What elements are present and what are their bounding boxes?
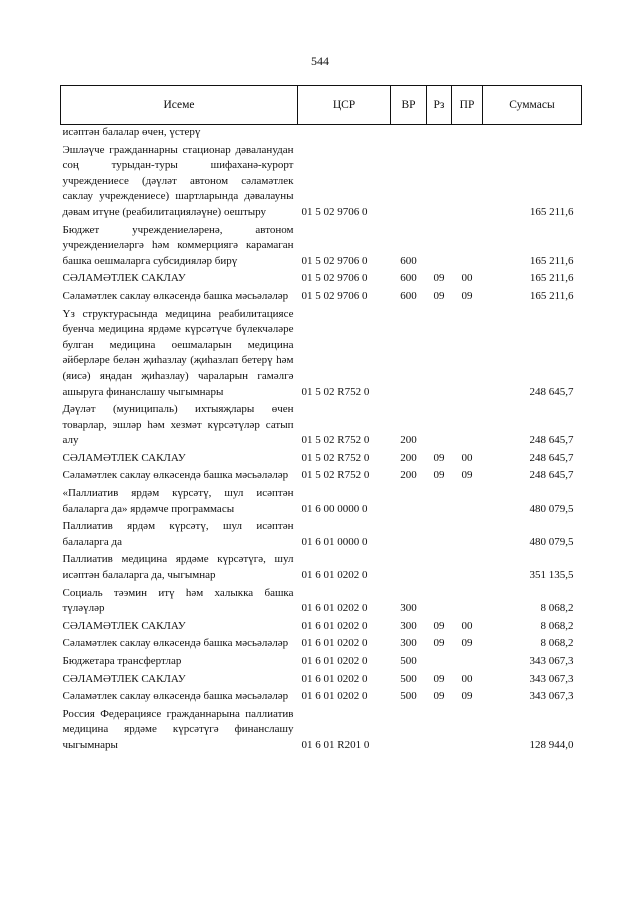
cell-sum: 480 079,5	[529, 502, 574, 515]
cell-name: Социаль тәэмин итү һәм халыкка башка түләүләр	[62, 586, 294, 615]
cell-rz: 09	[433, 637, 445, 650]
cell-name: Россия Федерациясе гражданнарына паллиатив медицина ярдәме күрсәтүгә финанслашу чыгымнары	[62, 707, 294, 751]
cell-vr: 500	[400, 672, 417, 685]
cell-csr: 01 6 01 0202 0	[301, 690, 368, 703]
table-row	[61, 450, 582, 468]
cell-csr: 01 6 01 0202 0	[301, 602, 368, 615]
cell-csr: 01 6 01 0202 0	[301, 655, 368, 667]
cell-pr	[452, 306, 483, 402]
table-row	[61, 270, 582, 288]
table-row	[61, 467, 582, 485]
cell-sum: 165 211,6	[529, 289, 574, 302]
cell-pr: 00	[461, 619, 473, 632]
cell-vr	[391, 125, 427, 142]
cell-vr	[391, 518, 427, 551]
cell-sum: 165 211,6	[529, 254, 574, 267]
table-row	[61, 706, 582, 755]
table-row	[61, 551, 582, 584]
cell-sum: 165 211,6	[529, 272, 574, 285]
cell-vr: 600	[400, 289, 417, 302]
cell-vr: 300	[400, 637, 417, 650]
cell-csr: 01 5 02 9706 0	[301, 289, 368, 302]
cell-name: Үз структурасында медицина реабилитациясе буенча медицина ярдәме күрсәтүче бүлекчәләре булган медицина оешмаларын медицина әйберләре белән җиһазлау (җиһазлап бетерү һәм (яисә) яңадан җиһазлау) чараларын гамәлгә ашыруга финанслашу чыгымнары	[62, 307, 294, 398]
cell-sum: 8 068,2	[540, 637, 574, 650]
cell-csr: 01 6 01 0202 0	[301, 637, 368, 650]
table-row	[61, 401, 582, 450]
header-pr: ПР	[452, 86, 483, 125]
cell-name: Сәламәтлек саклау өлкәсендә башка мәсьәләләр	[62, 469, 289, 482]
cell-sum: 248 645,7	[529, 434, 574, 447]
table-row	[61, 671, 582, 689]
cell-name: исәптән балалар өчен, үстерү	[62, 126, 201, 138]
cell-rz	[427, 401, 452, 450]
cell-pr	[452, 401, 483, 450]
table-row	[61, 635, 582, 653]
cell-pr	[452, 706, 483, 755]
cell-sum: 248 645,7	[529, 385, 574, 398]
cell-sum: 8 068,2	[540, 602, 574, 615]
table-row	[61, 618, 582, 636]
cell-name: СӘЛАМӘТЛЕК САКЛАУ	[62, 672, 186, 685]
cell-csr: 01 5 02 9706 0	[301, 272, 368, 285]
table-row	[61, 585, 582, 618]
cell-vr: 200	[400, 434, 417, 447]
cell-vr	[391, 706, 427, 755]
cell-vr: 300	[400, 602, 417, 615]
cell-name: СӘЛАМӘТЛЕК САКЛАУ	[62, 451, 186, 464]
cell-sum: 248 645,7	[529, 451, 574, 464]
cell-csr	[298, 125, 391, 142]
cell-rz	[427, 585, 452, 618]
cell-csr: 01 5 02 R752 0	[301, 434, 370, 447]
cell-pr	[452, 142, 483, 222]
cell-pr: 00	[461, 672, 473, 685]
cell-csr: 01 5 02 9706 0	[301, 254, 368, 267]
cell-pr: 00	[461, 451, 473, 464]
cell-rz: 09	[433, 272, 445, 285]
table-row	[61, 518, 582, 551]
table-header	[61, 86, 582, 125]
page-number: 544	[311, 54, 329, 68]
cell-vr: 600	[400, 272, 417, 285]
table-row	[61, 485, 582, 518]
cell-pr	[452, 585, 483, 618]
cell-csr: 01 5 02 R752 0	[301, 469, 370, 482]
cell-vr	[391, 142, 427, 222]
cell-sum: 351 135,5	[529, 569, 574, 582]
cell-csr: 01 6 00 0000 0	[301, 502, 368, 515]
cell-name: Сәламәтлек саклау өлкәсендә башка мәсьәләләр	[62, 637, 289, 650]
cell-vr: 300	[400, 619, 417, 632]
cell-rz: 09	[433, 469, 445, 482]
cell-vr	[391, 551, 427, 584]
cell-csr: 01 5 02 9706 0	[301, 205, 368, 218]
cell-name: Эшләүче гражданнарны стационар дәваланудан соң турыдан-туры шифаханә-курорт учреждениесе (дәүләт автоном сәламәтлек саклау учреждениесе) шартларында дәвалауны дәвам итүне (реабилитацияләүне) оештыру	[62, 143, 294, 218]
cell-rz	[427, 485, 452, 518]
table-row	[61, 653, 582, 671]
cell-sum: 165 211,6	[529, 205, 574, 218]
cell-rz: 09	[433, 672, 445, 685]
cell-pr: 09	[461, 690, 473, 703]
cell-rz: 09	[433, 289, 445, 302]
cell-csr: 01 6 01 0202 0	[301, 619, 368, 632]
cell-name: Паллиатив медицина ярдәме күрсәтүгә, шул исәптән балаларга да, чыгымнар	[62, 553, 294, 582]
cell-vr: 500	[400, 690, 417, 703]
cell-pr: 00	[461, 272, 473, 285]
table-row	[61, 288, 582, 306]
header-vr: ВР	[391, 86, 427, 125]
cell-name: Бюджетара трансфертлар	[62, 655, 182, 667]
header-csr: ЦСР	[298, 86, 391, 125]
cell-pr	[452, 518, 483, 551]
cell-rz	[427, 518, 452, 551]
cell-pr: 09	[461, 637, 473, 650]
cell-name: СӘЛАМӘТЛЕК САКЛАУ	[62, 619, 186, 632]
cell-csr: 01 6 01 0202 0	[301, 569, 368, 582]
header-name: Исеме	[61, 86, 298, 125]
cell-csr: 01 5 02 R752 0	[301, 385, 370, 398]
cell-rz	[427, 551, 452, 584]
cell-sum: 343 067,3	[529, 672, 574, 685]
table-row	[61, 222, 582, 271]
table-row	[61, 688, 582, 706]
cell-rz	[427, 706, 452, 755]
table-row	[61, 306, 582, 402]
header-sum: Суммасы	[483, 86, 582, 125]
cell-pr	[452, 485, 483, 518]
cell-name: Паллиатив ярдәм күрсәтү, шул исәптән балаларга да	[62, 520, 294, 548]
header-rz: Рз	[427, 86, 452, 125]
cell-sum: 480 079,5	[529, 535, 574, 548]
cell-csr: 01 6 01 0202 0	[301, 672, 368, 685]
cell-rz	[427, 306, 452, 402]
cell-sum: 343 067,3	[529, 655, 574, 667]
cell-vr: 200	[400, 469, 417, 482]
table-body	[61, 125, 582, 755]
cell-vr	[391, 485, 427, 518]
cell-rz: 09	[433, 690, 445, 703]
cell-rz	[427, 222, 452, 271]
cell-rz	[427, 142, 452, 222]
cell-sum: 248 645,7	[529, 469, 574, 482]
cell-name: Сәламәтлек саклау өлкәсендә башка мәсьәләләр	[62, 690, 289, 703]
cell-csr: 01 6 01 R201 0	[301, 738, 370, 751]
cell-pr	[452, 125, 483, 142]
cell-name: Сәламәтлек саклау өлкәсендә башка мәсьәләләр	[62, 289, 289, 302]
table-row	[61, 125, 582, 142]
cell-vr	[391, 306, 427, 402]
cell-vr: 600	[400, 254, 417, 267]
cell-pr: 09	[461, 469, 473, 482]
table-row	[61, 142, 582, 222]
cell-name: Дәүләт (муниципаль) ихтыяҗлары өчен товарлар, эшләр һәм хезмәт күрсәтүләр сатып алу	[62, 403, 294, 447]
cell-sum: 343 067,3	[529, 690, 574, 703]
cell-pr	[452, 222, 483, 271]
cell-sum: 8 068,2	[540, 619, 574, 632]
cell-pr	[452, 653, 483, 671]
cell-name: СӘЛАМӘТЛЕК САКЛАУ	[62, 272, 186, 285]
cell-rz	[427, 653, 452, 671]
cell-csr: 01 6 01 0000 0	[301, 535, 368, 548]
cell-vr: 200	[400, 451, 417, 464]
cell-rz: 09	[433, 619, 445, 632]
cell-rz	[427, 125, 452, 142]
cell-pr: 09	[461, 289, 473, 302]
cell-vr: 500	[400, 655, 417, 667]
cell-csr: 01 5 02 R752 0	[301, 451, 370, 464]
cell-pr	[452, 551, 483, 584]
cell-name: «Паллиатив ярдәм күрсәтү, шул исәптән балаларга да» ярдәмче программасы	[62, 487, 294, 515]
cell-sum	[483, 125, 582, 142]
budget-table	[60, 85, 582, 755]
cell-rz: 09	[433, 451, 445, 464]
cell-name: Бюджет учреждениеләренә, автоном учреждениеләргә һәм коммерциягә карамаган башка оешмаларга субсидияләр бирү	[62, 223, 294, 267]
cell-sum: 128 944,0	[529, 738, 574, 751]
